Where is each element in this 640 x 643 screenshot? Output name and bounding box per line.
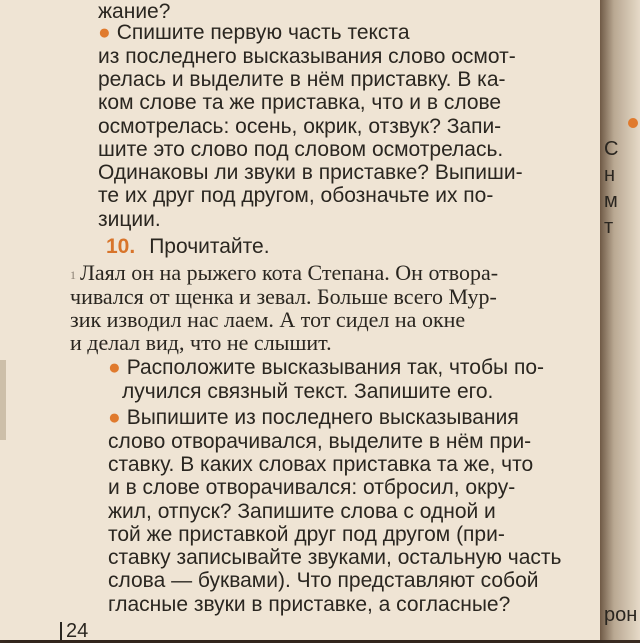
text-line: ком слове та же приставка, что и в слове (98, 91, 502, 114)
right-page-fragment: м (604, 190, 618, 212)
text-line: жание? (98, 0, 171, 23)
task-line: слова — буквами). Что представляют собой (108, 569, 539, 592)
passage-line: и делал вид, что не слышит. (70, 330, 332, 355)
text-line: шите это слово под словом осмотрелась. (98, 138, 504, 161)
text-line: Одинаковы ли звуки в приставке? Выпиши- (98, 161, 523, 184)
task-line: гласные звуки в приставке, а согласные? (108, 593, 511, 616)
passage-line: чивался от щенка и зевал. Больше всего Мур- (70, 284, 497, 309)
task-line: и в слове отворачивался: отбросил, окру- (108, 476, 516, 499)
passage-line: зик изводил нас лаем. А тот сидел на окне (70, 307, 466, 332)
page-number: 24 (66, 620, 89, 642)
text-line: зиции. (98, 208, 161, 231)
task-line: ● Спишите первую часть текста (98, 21, 410, 44)
book-gutter (600, 0, 640, 640)
task-line: жил, отпуск? Запишите слова с одной и (108, 500, 496, 523)
right-page-fragment: т (604, 216, 614, 238)
exercise-number: 10. (106, 235, 136, 258)
right-page-fragment: С (604, 138, 619, 160)
text-line: из последнего высказывания слово осмот- (98, 45, 516, 68)
exercise-title: Прочитайте. (149, 235, 270, 258)
right-page-fragment: рон (604, 604, 638, 626)
bullet-icon: ● (108, 406, 121, 429)
passage-line: 1 Лаял он на рыжего кота Степана. Он отвора- (70, 260, 499, 285)
bullet-icon (628, 118, 638, 128)
page-number-bar (60, 622, 62, 640)
exercise-heading (106, 235, 270, 259)
text-line: те их друг под другом, обозначьте их по- (98, 184, 494, 207)
task-line: ● Расположите высказывания так, чтобы по- (108, 356, 544, 379)
task-line: лучился связный текст. Запишите его. (122, 380, 494, 403)
task-line: той же приставкой друг под другом (при- (108, 523, 505, 546)
bullet-icon: ● (108, 356, 121, 379)
text-line: осмотрелась: осень, окрик, отзвук? Запи- (98, 115, 502, 138)
task-line: слово отворачивался, выделите в нём при- (108, 430, 532, 453)
right-page-fragment: н (604, 164, 616, 186)
task-line: ставку. В каких словах приставка та же, что (108, 453, 534, 476)
page-edge (0, 360, 6, 440)
task-line: ● Выпишите из последнего высказывания (108, 406, 519, 429)
bullet-icon: ● (98, 21, 111, 44)
task-line: ставку записывайте звуками, остальную часть (108, 546, 562, 569)
handwritten-mark: 1 (70, 267, 76, 282)
text-line: релась и выделите в нём приставку. В ка- (98, 68, 506, 91)
